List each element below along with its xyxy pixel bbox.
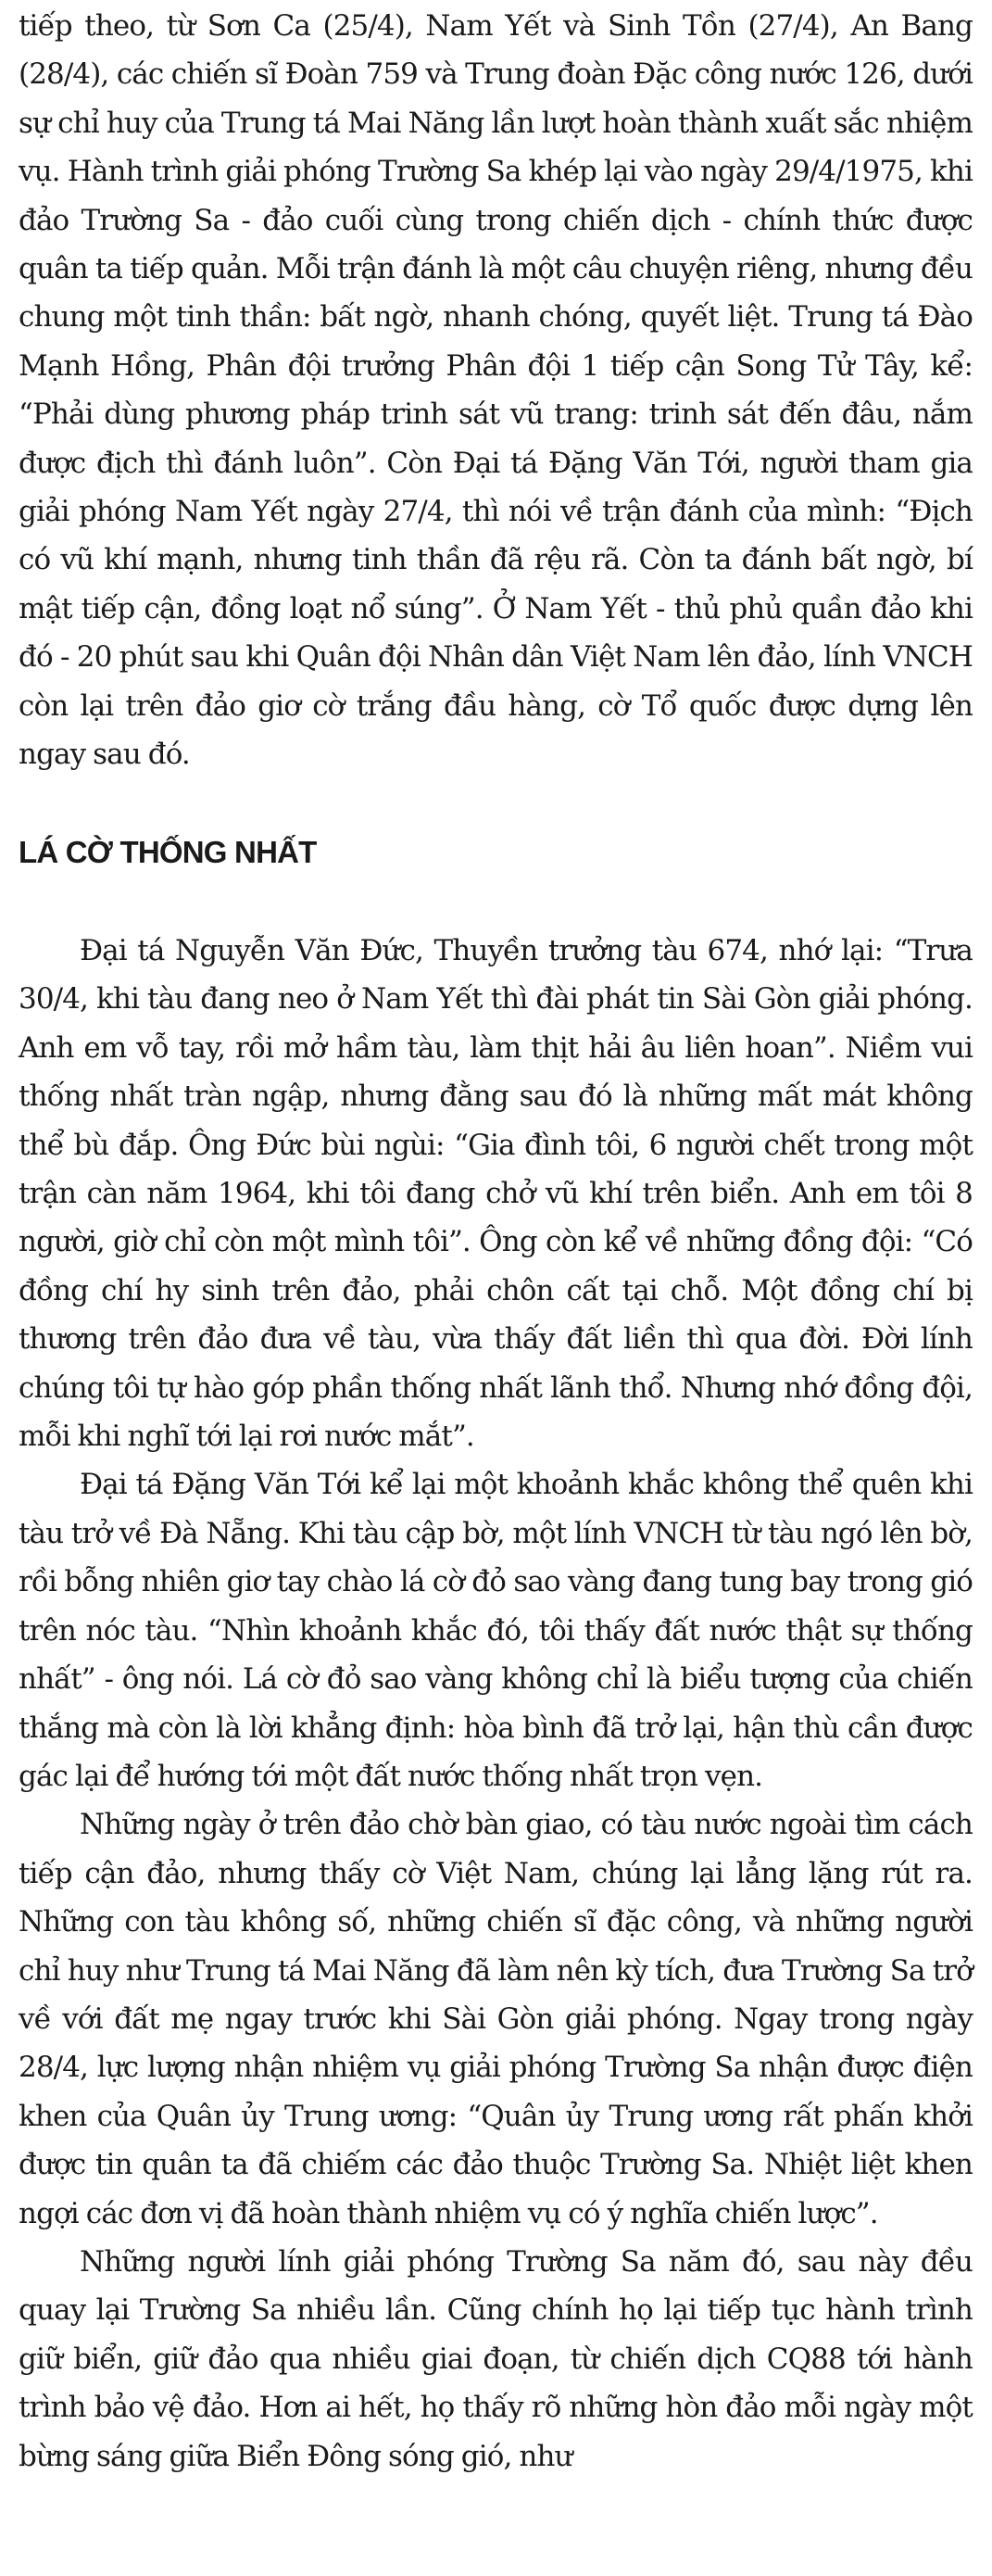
- body-paragraph: Những ngày ở trên đảo chờ bàn giao, có tàu nước ngoài tìm cách tiếp cận đảo, nhưng thấy cờ Việt Nam, chúng lại lẳng lặng rút ra. Những con tàu không số, những chiến sĩ đặc công, và những người chỉ huy như Trung tá Mai Năng đã làm nên kỳ tích, đưa Trường Sa trở về với đất mẹ ngay trước khi Sài Gòn giải phóng. Ngay trong ngày 28/4, lực lượng nhận nhiệm vụ giải phóng Trường Sa nhận được điện khen của Quân ủy Trung ương: “Quân ủy Trung ương rất phấn khởi được tin quân ta đã chiếm các đảo thuộc Trường Sa. Nhiệt liệt khen ngợi các đơn vị đã hoàn thành nhiệm vụ có ý nghĩa chiến lược”.: [19, 1808, 973, 2230]
- article-page: [19, 0, 973, 2473]
- body-paragraph: Những người lính giải phóng Trường Sa năm đó, sau này đều quay lại Trường Sa nhiều lần. Cũng chính họ lại tiếp tục hành trình giữ biển, giữ đảo qua nhiều giai đoạn, từ chiến dịch CQ88 tới hành trình bảo vệ đảo. Hơn ai hết, họ thấy rõ những hòn đảo mỗi ngày một bừng sáng giữa Biển Đông sóng gió, như: [19, 2244, 973, 2473]
- intro-paragraph: tiếp theo, từ Sơn Ca (25/4), Nam Yết và Sinh Tồn (27/4), An Bang (28/4), các chiến sĩ Đoàn 759 và Trung đoàn Đặc công nước 126, dưới sự chỉ huy của Trung tá Mai Năng lần lượt hoàn thành xuất sắc nhiệm vụ. Hành trình giải phóng Trường Sa khép lại vào ngày 29/4/1975, khi đảo Trường Sa - đảo cuối cùng trong chiến dịch - chính thức được quân ta tiếp quản. Mỗi trận đánh là một câu chuyện riêng, nhưng đều chung một tinh thần: bất ngờ, nhanh chóng, quyết liệt. Trung tá Đào Mạnh Hồng, Phân đội trưởng Phân đội 1 tiếp cận Song Tử Tây, kể: “Phải dùng phương pháp trinh sát vũ trang: trinh sát đến đâu, nắm được địch thì đánh luôn”. Còn Đại tá Đặng Văn Tới, người tham gia giải phóng Nam Yết ngày 27/4, thì nói về trận đánh của mình: “Địch có vũ khí mạnh, nhưng tinh thần đã rệu rã. Còn ta đánh bất ngờ, bí mật tiếp cận, đồng loạt nổ súng”. Ở Nam Yết - thủ phủ quần đảo khi đó - 20 phút sau khi Quân đội Nhân dân Việt Nam lên đảo, lính VNCH còn lại trên đảo giơ cờ trắng đầu hàng, cờ Tổ quốc được dựng lên ngay sau đó.: [19, 9, 973, 772]
- section-body: [19, 927, 973, 2481]
- body-paragraph: Đại tá Đặng Văn Tới kể lại một khoảnh khắc không thể quên khi tàu trở về Đà Nẵng. Khi tàu cập bờ, một lính VNCH từ tàu ngó lên bờ, rồi bỗng nhiên giơ tay chào lá cờ đỏ sao vàng đang tung bay trong gió trên nóc tàu. “Nhìn khoảnh khắc đó, tôi thấy đất nước thật sự thống nhất” - ông nói. Lá cờ đỏ sao vàng không chỉ là biểu tượng của chiến thắng mà còn là lời khẳng định: hòa bình đã trở lại, hận thù cần được gác lại để hướng tới một đất nước thống nhất trọn vẹn.: [19, 1468, 973, 1793]
- body-paragraph: Đại tá Nguyễn Văn Đức, Thuyền trưởng tàu 674, nhớ lại: “Trưa 30/4, khi tàu đang neo ở Nam Yết thì đài phát tin Sài Gòn giải phóng. Anh em vỗ tay, rồi mở hầm tàu, làm thịt hải âu liên hoan”. Niềm vui thống nhất tràn ngập, nhưng đằng sau đó là những mất mát không thể bù đắp. Ông Đức bùi ngùi: “Gia đình tôi, 6 người chết trong một trận càn năm 1964, khi tôi đang chở vũ khí trên biển. Anh em tôi 8 người, giờ chỉ còn một mình tôi”. Ông còn kể về những đồng đội: “Có đồng chí hy sinh trên đảo, phải chôn cất tại chỗ. Một đồng chí bị thương trên đảo đưa về tàu, vừa thấy đất liền thì qua đời. Đời lính chúng tôi tự hào góp phần thống nhất lãnh thổ. Nhưng nhớ đồng đội, mỗi khi nghĩ tới lại rơi nước mắt”.: [19, 934, 973, 1454]
- section-heading: LÁ CỜ THỐNG NHẤT: [19, 835, 317, 869]
